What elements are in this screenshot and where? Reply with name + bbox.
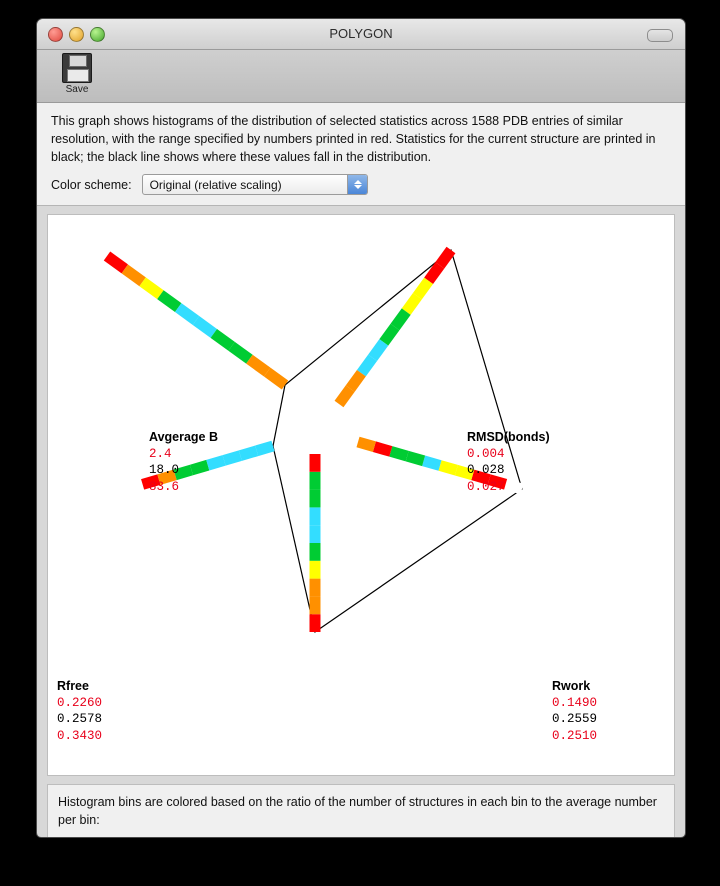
histogram-bin [361, 358, 372, 373]
save-icon [62, 53, 92, 83]
histogram-bin [373, 343, 384, 358]
color-scheme-select[interactable] [142, 174, 368, 195]
axis-label-rfree: Rfree 0.2260 0.2578 0.3430 [57, 679, 103, 744]
histogram-bin [178, 308, 196, 321]
chevron-updown-icon[interactable] [347, 175, 367, 194]
histogram-bin [384, 327, 395, 342]
histogram-bin [110, 489, 126, 494]
histogram-bin [257, 446, 273, 451]
description-text: This graph shows histograms of the distribution of selected statistics across 1588 PDB entries of similar resolution, with the range specified by numbers printed in red. Statistics for the current structure are printed in black; the black line shows where these values fall in the distribution. [37, 103, 685, 170]
axis-label-avgb: Avgerage B 2.4 18.0 83.6 [149, 430, 219, 495]
histogram-bin [440, 466, 456, 471]
histogram-bin [406, 296, 417, 311]
axis-label-rmsd-bonds: RMSD(bonds) 0.004 0.028 0.027 [467, 430, 550, 495]
window-title: POLYGON [329, 26, 393, 41]
histogram-bin [350, 373, 361, 388]
histogram-bin [395, 312, 406, 327]
histogram-bin [358, 442, 374, 447]
histogram-bin [232, 347, 250, 360]
toolbar-toggle-button[interactable] [647, 29, 673, 42]
histogram-bin [224, 456, 240, 461]
save-button[interactable] [51, 53, 103, 95]
histogram-bin [125, 269, 143, 282]
histogram-bin [391, 452, 407, 457]
histogram-bin [339, 389, 350, 404]
legend-description: Histogram bins are colored based on the ratio of the number of structures in each bin to the average number per bin: [58, 795, 657, 827]
histogram-bin [196, 321, 214, 334]
save-button-label: Save [65, 84, 89, 95]
histogram-bin [214, 334, 232, 347]
color-scheme-row [37, 170, 685, 206]
histogram-bin [407, 456, 423, 461]
histogram-bin [440, 250, 451, 265]
color-scheme-label: Color scheme: [51, 177, 132, 192]
title-bar [37, 19, 685, 50]
histogram-bin [107, 256, 125, 269]
histogram-bin [267, 372, 285, 385]
histogram-bin [374, 447, 390, 452]
histogram-bin [143, 282, 161, 295]
color-scheme-selected-value: Original (relative scaling) [149, 178, 282, 193]
histogram-bin [417, 281, 428, 296]
histogram-bin [160, 295, 178, 308]
histogram-bin [240, 451, 256, 456]
polygon-plot [47, 214, 675, 776]
axis-label-rwork: Rwork 0.1490 0.2559 0.2510 [552, 679, 598, 744]
polygon-window [36, 18, 686, 838]
histogram-bin [249, 359, 267, 372]
legend-panel [47, 784, 675, 838]
toolbar [37, 50, 685, 103]
histogram-bin [429, 266, 440, 281]
histogram-spoke [107, 256, 285, 385]
histogram-bin [424, 461, 440, 466]
histogram-bin [126, 485, 142, 490]
